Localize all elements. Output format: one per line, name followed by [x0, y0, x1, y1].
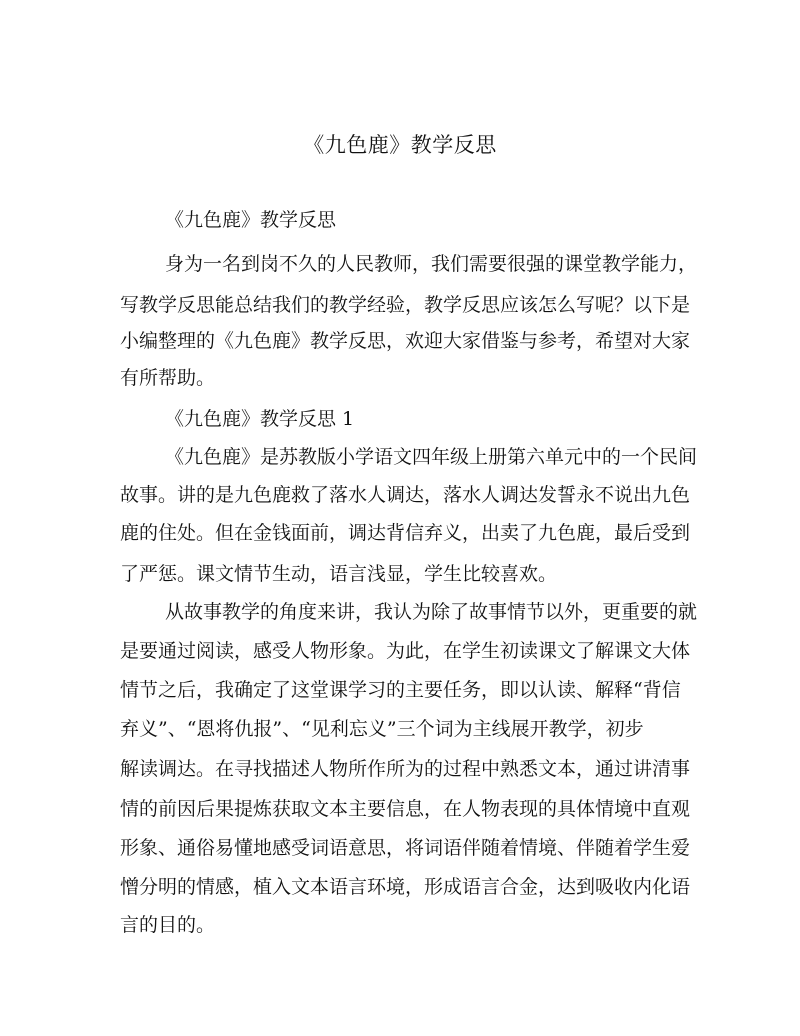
paragraph-line: 了严惩。课文情节生动，语言浅显，学生比较喜欢。 — [120, 563, 558, 585]
paragraph-line: 故事。讲的是九色鹿救了落水人调达，落水人调达发誓永不说出九色 — [120, 484, 691, 506]
paragraph-line: 是要通过阅读，感受人物形象。为此，在学生初读课文了解课文大体 — [120, 640, 691, 662]
paragraph-line: 憎分明的情感，植入文本语言环境，形成语言合金，达到吸收内化语 — [120, 876, 691, 898]
paragraph-line: 从故事教学的角度来讲，我认为除了故事情节以外，更重要的就 — [165, 601, 698, 623]
section-heading: 《九色鹿》教学反思 1 — [165, 408, 355, 430]
paragraph-line: 小编整理的《九色鹿》教学反思，欢迎大家借鉴与参考，希望对大家 — [120, 330, 691, 352]
paragraph-line: 鹿的住处。但在金钱面前，调达背信弃义，出卖了九色鹿，最后受到 — [120, 522, 691, 544]
document-title: 《九色鹿》教学反思 — [303, 133, 497, 157]
paragraph-line: 情的前因后果提炼获取文本主要信息，在人物表现的具体情境中直观 — [120, 798, 691, 820]
paragraph-line: 形象、通俗易懂地感受词语意思，将词语伴随着情境、伴随着学生爱 — [120, 837, 691, 859]
section-heading: 《九色鹿》教学反思 — [165, 209, 337, 231]
paragraph-line: 《九色鹿》是苏教版小学语文四年级上册第六单元中的一个民间 — [165, 446, 698, 468]
paragraph-line: 弃义”、“恩将仇报”、“见利忘义”三个词为主线展开教学，初步 — [120, 718, 644, 740]
paragraph-line: 情节之后，我确定了这堂课学习的主要任务，即以认读、解释“背信 — [120, 679, 681, 701]
paragraph-line: 有所帮助。 — [120, 367, 216, 389]
paragraph-line: 写教学反思能总结我们的教学经验，教学反思应该怎么写呢？以下是 — [120, 294, 691, 316]
paragraph-line: 身为一名到岗不久的人民教师，我们需要很强的课堂教学能力， — [165, 253, 698, 275]
paragraph-line: 解读调达。在寻找描述人物所作所为的过程中熟悉文本，通过讲清事 — [120, 758, 691, 780]
paragraph-line: 言的目的。 — [120, 914, 216, 936]
